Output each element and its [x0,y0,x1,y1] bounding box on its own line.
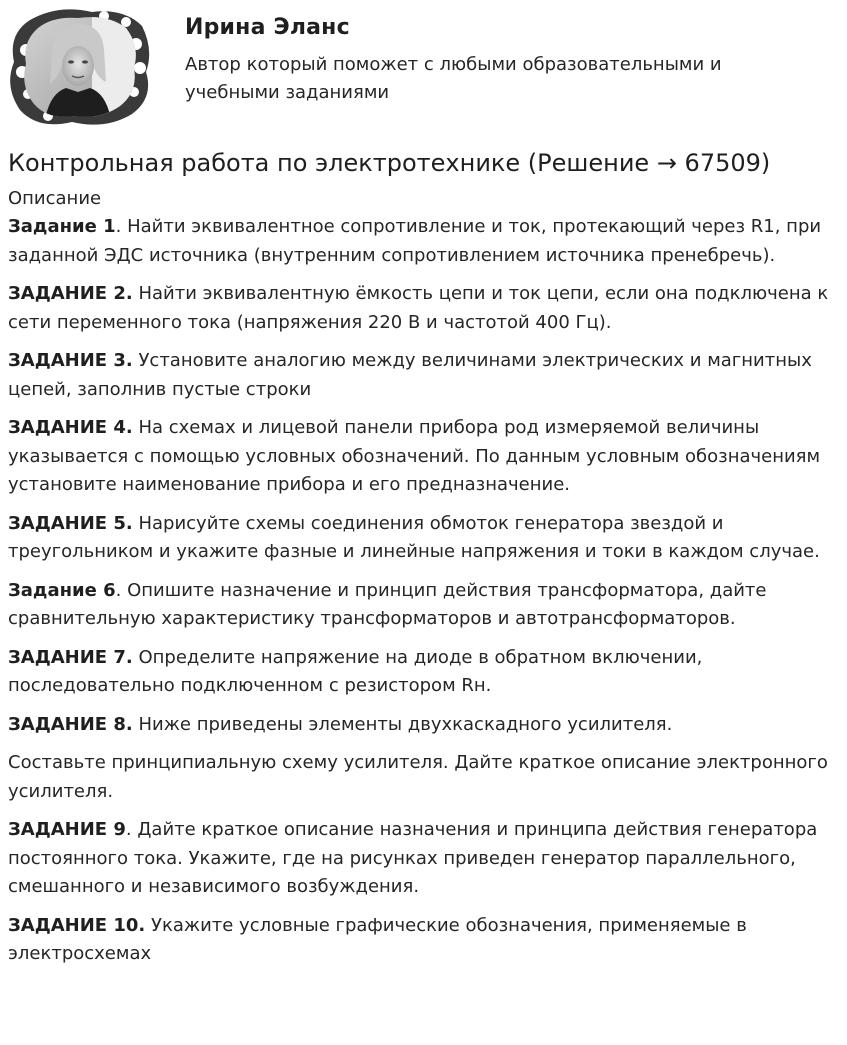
task-paragraph [8,510,840,567]
task-list [8,213,840,969]
task-text: Укажите условные графические обозначения, применяемые в электросхемах [8,914,747,964]
task-label: ЗАДАНИЕ 3. [8,350,133,371]
task-paragraph [8,414,840,500]
task-text: Ниже приведены элементы двухкаскадного усилителя. [132,713,673,735]
task-text: На схемах и лицевой панели прибора род измеряемой величины указывается с помощью условных обозначений. По данным условным обозначениям установите наименование прибора и его предназначение. [8,417,821,495]
author-name: Ирина Эланс [185,15,350,40]
task-text: Нарисуйте схемы соединения обмоток генератора звездой и треугольником и укажите фазные и линейные напряжения и токи в каждом случае. [8,512,820,562]
task-text: Установите аналогию между величинами электрических и магнитных цепей, заполнив пустые строки [8,350,812,400]
task-text: . Опишите назначение и принцип действия трансформатора, дайте сравнительную характеристику трансформаторов и автотрансформаторов. [8,579,767,629]
document-content [8,145,840,979]
task-text: Составьте принципиальную схему усилителя. Дайте краткое описание электронного усилителя. [8,752,828,802]
task-label: ЗАДАНИЕ 4. [8,417,133,438]
task-paragraph [8,213,840,270]
task-label: ЗАДАНИЕ 7. [8,646,133,668]
task-text: . Найти эквивалентное сопротивление и ток, протекающий через R1, при заданной ЭДС источника (внутренним сопротивлением источника пренебречь). [8,216,822,266]
task-paragraph [8,912,840,969]
task-paragraph [8,711,840,740]
task-paragraph [8,280,840,337]
task-label: ЗАДАНИЕ 8. [8,713,133,735]
author-card [8,6,838,128]
task-label: Задание 6 [8,579,116,601]
task-paragraph [8,816,840,902]
task-paragraph [8,644,840,701]
task-label: ЗАДАНИЕ 10. [8,914,146,936]
task-label: Задание 1 [8,216,116,237]
task-label: ЗАДАНИЕ 5. [8,512,133,534]
task-text: Найти эквивалентную ёмкость цепи и ток цепи, если она подключена к сети переменного тока (напряжения 220 В и частотой 400 Гц). [8,283,829,333]
description-label: Описание [8,188,102,209]
document-title: Контрольная работа по электротехнике (Решение → 67509) [8,149,771,177]
author-avatar [8,6,150,126]
task-text: . Дайте краткое описание назначения и принципа действия генератора постоянного тока. Укажите, где на рисунках приведен генератор параллельного, смешанного и независимого возбуждения. [8,819,818,897]
author-description: Автор который поможет с любыми образовательными и учебными заданиями [185,54,722,103]
task-paragraph [8,347,840,404]
task-paragraph [8,749,840,806]
task-paragraph [8,577,840,634]
task-label: ЗАДАНИЕ 9 [8,819,126,840]
task-text: Определите напряжение на диоде в обратном включении, последовательно подключенном с резистором Rн. [8,646,703,696]
task-label: ЗАДАНИЕ 2. [8,283,133,304]
